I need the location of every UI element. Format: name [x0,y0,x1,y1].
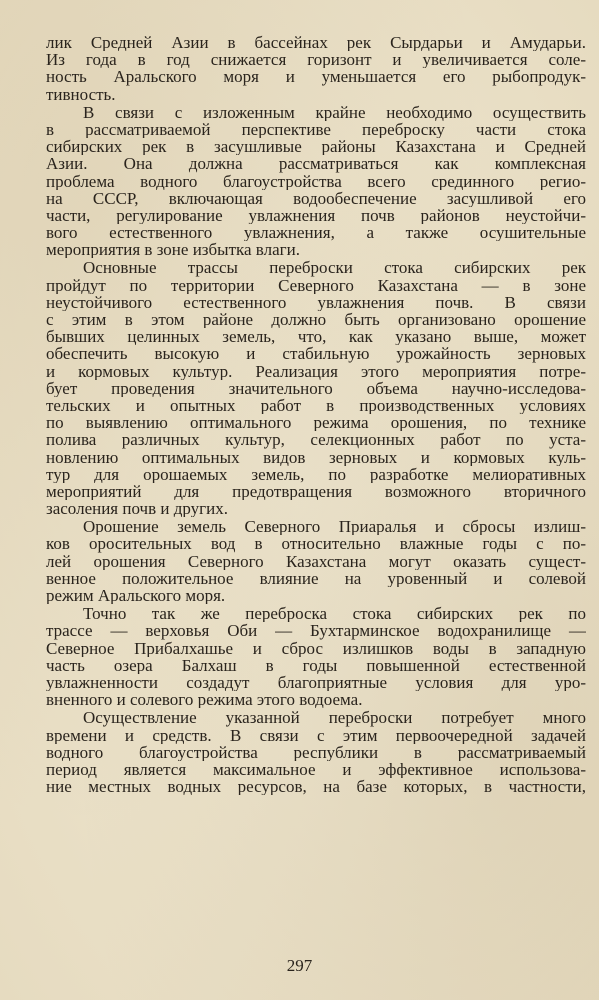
paragraph-3 [46,259,586,517]
text-line: обеспечить высокую и стабильную урожайность зерновых [46,345,586,363]
text-line: вненного и солевого режима этого водоема. [46,691,363,709]
text-line: часть озера Балхаш в годы повышенной естественной [46,656,586,674]
text-line: режим Аральского моря. [46,587,226,605]
text-line: Северное Прибалхашье и сброс излишков воды в западную [46,639,586,657]
text-line: трассе — верховья Оби — Бухтарминское водохранилище — [46,622,586,640]
body-text [46,34,586,795]
text-line: лик Средней Азии в бассейнах рек Сырдарьи и Амударьи. [46,34,586,52]
text-line: в рассматриваемой перспективе переброску части стока [46,120,586,139]
text-line: ность Аральского моря и уменьшается его рыбопродук- [46,68,586,86]
text-line: части, регулирование увлажнения почв районов неустойчи- [46,206,586,225]
page-number: 297 [286,956,313,975]
paragraph-6 [46,709,586,795]
text-line: Осуществление указанной переброски потребует много [83,709,586,727]
text-line: Орошение земель Северного Приаралья и сбросы излиш- [83,518,586,536]
text-line: тур для орошаемых земель, по разработке мелиоративных [46,465,586,483]
text-line: и кормовых культур. Реализация этого мероприятия потре- [46,362,586,380]
text-line: Основные трассы переброски стока сибирских рек [83,259,586,277]
text-line: Из года в год снижается горизонт и увеличивается соле- [46,51,586,69]
text-line: времени и средств. В связи с этим первоочередной задачей [46,726,586,744]
text-line: водного благоустройства республики в рассматриваемый [46,743,586,761]
text-line: Азии. Она должна рассматриваться как комплексная [46,155,586,173]
text-line: на СССР, включающая водообеспечение засушливой его [46,189,586,207]
paragraph-1 [46,34,586,103]
text-line: полива различных культур, селекционных работ по уста- [46,431,586,449]
text-line: с этим в этом районе должно быть организовано орошение [46,311,586,329]
text-line: лей орошения Северного Казахстана могут оказать сущест- [46,552,586,570]
text-line: мероприятия в зоне избытка влаги. [46,241,300,259]
text-line: Точно так же переброска стока сибирских рек по [83,605,586,623]
text-line: новлению оптимальных видов зерновых и кормовых куль- [46,448,586,466]
paragraph-4 [46,518,586,604]
text-line: бывших целинных земель, что, как указано выше, может [46,328,586,346]
text-line: засоления почв и других. [46,500,228,518]
text-line: мероприятий для предотвращения возможного вторичного [46,482,586,501]
text-line: сибирских рек в засушливые районы Казахстана и Средней [46,138,586,156]
text-line: ков оросительных вод в относительно влажные годы с по- [46,535,586,553]
text-line: ние местных водных ресурсов, на базе которых, в частности, [46,778,586,796]
text-line: по выявлению оптимального режима орошения, по технике [46,414,586,432]
text-line: вого естественного увлажнения, а также осушительные [46,224,586,242]
paragraph-2 [46,104,586,259]
text-line: проблема водного благоустройства всего срединного регио- [46,172,586,190]
text-line: пройдут по территории Северного Казахстана — в зоне [46,276,586,294]
text-line: период является максимальное и эффективное использова- [46,760,586,779]
text-line: венное положительное влияние на уровенный и солевой [46,569,586,587]
paragraph-5 [46,605,586,708]
text-line: неустойчивого естественного увлажнения почв. В связи [46,293,586,311]
text-line: тельских и опытных работ в производственных условиях [46,396,586,415]
text-line: бует проведения значительного объема научно-исследова- [46,379,586,397]
text-line: тивность. [46,85,116,103]
text-line: увлажненности создадут благоприятные условия для уро- [46,673,586,692]
text-line: В связи с изложенным крайне необходимо осуществить [83,103,586,121]
